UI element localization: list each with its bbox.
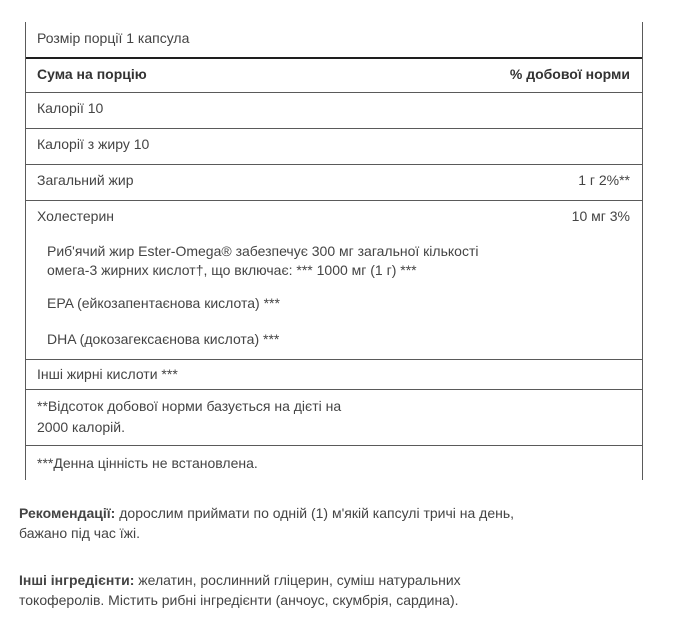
ingredients-label: Інші інгредієнти: (19, 572, 135, 588)
footnote-line-1: **Відсоток добової норми базується на дієті на (37, 398, 342, 414)
serving-size-row (26, 22, 642, 57)
table-row (26, 164, 642, 200)
not-established-footnote (26, 445, 642, 480)
dha-row (26, 323, 642, 359)
other-fatty-acids-row (26, 359, 642, 389)
fish-oil-text-line-1: Риб'ячий жир Ester-Omega® забезпечує 300 мг загальної кількості (47, 243, 479, 259)
table-header-row (26, 57, 642, 92)
ingredients-text-line-1: желатин, рослинний гліцерин, суміш натуральних (134, 572, 461, 588)
epa-label: EPA (ейкозапентаєнова кислота) *** (47, 295, 280, 311)
recommendations-text-line-2: бажано під час їжі. (19, 525, 141, 541)
epa-row (26, 287, 642, 323)
daily-value-footnote (26, 389, 642, 445)
recommendations-paragraph (19, 503, 659, 543)
recommendations-text-line-1: дорослим приймати по одній (1) м'якій капсулі тричі на день, (115, 505, 515, 521)
nutrient-label: Загальний жир (37, 172, 134, 188)
fish-oil-text-line-2: омега-3 жирних кислот†, що включає: *** 1000 мг (1 г) *** (47, 262, 417, 278)
supplement-facts-table (25, 22, 643, 480)
nutrient-label: Холестерин (37, 208, 114, 224)
table-row (26, 128, 642, 164)
daily-value-heading: % добової норми (509, 66, 630, 82)
ingredients-paragraph (19, 570, 659, 610)
footnote-line-2: 2000 калорій. (37, 419, 125, 435)
table-row (26, 92, 642, 128)
not-established-text: ***Денна цінність не встановлена. (37, 455, 258, 471)
amount-per-serving-heading: Сума на порцію (37, 66, 147, 82)
table-row (26, 200, 642, 236)
recommendations-label: Рекомендації: (19, 505, 116, 521)
serving-size-text: Розмір порції 1 капсула (37, 30, 190, 46)
nutrient-value: 1 г 2%** (578, 172, 630, 188)
dha-label: DHA (докозагексаєнова кислота) *** (47, 331, 280, 347)
ingredients-text-line-2: токоферолів. Містить рибні інгредієнти (анчоус, скумбрія, сардина). (19, 592, 459, 608)
other-fatty-acids-label: Інші жирні кислоти *** (37, 366, 178, 382)
fish-oil-row (26, 236, 642, 287)
nutrient-label: Калорії 10 (37, 100, 104, 116)
nutrient-value: 10 мг 3% (571, 208, 630, 224)
nutrient-label: Калорії з жиру 10 (37, 136, 150, 152)
